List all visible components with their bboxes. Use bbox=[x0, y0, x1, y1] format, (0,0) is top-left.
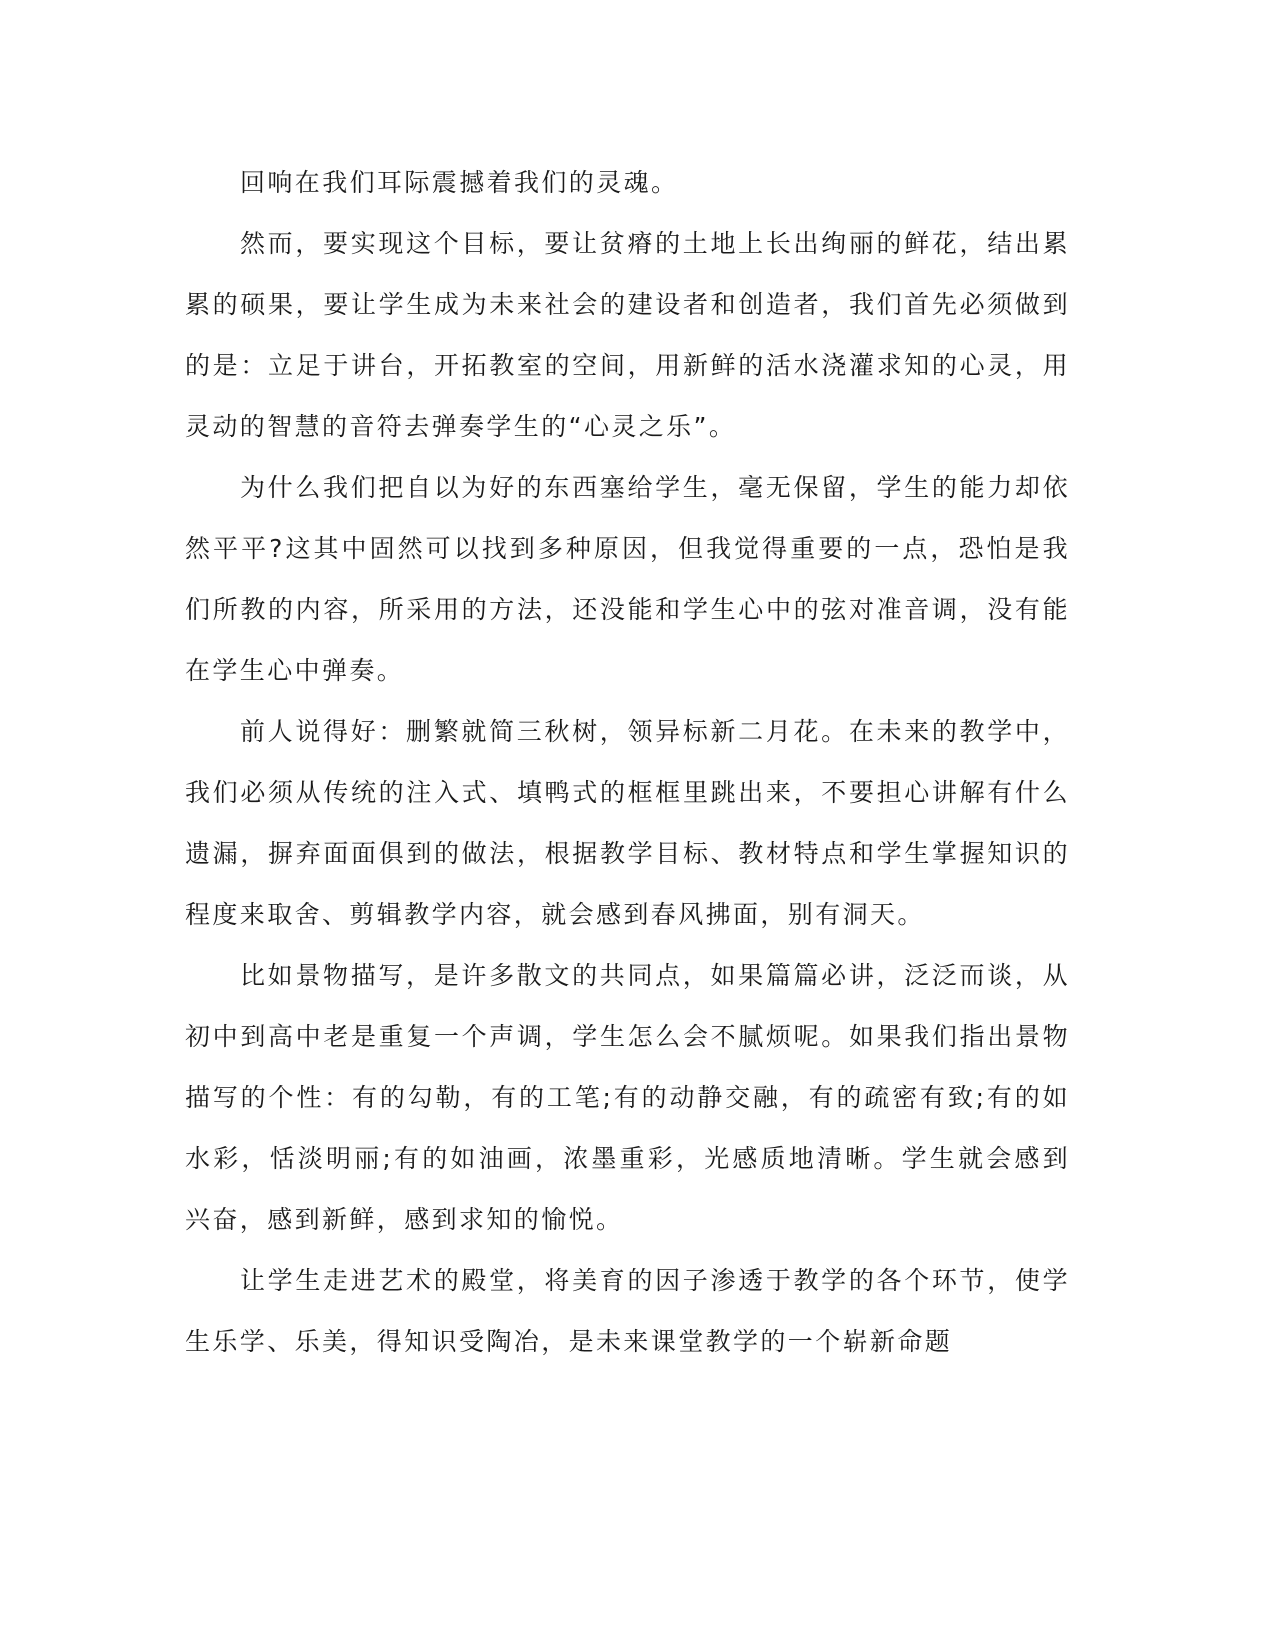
paragraph-4: 前人说得好：删繁就简三秋树，领异标新二月花。在未来的教学中，我们必须从传统的注入式、填鸭式的框框里跳出来，不要担心讲解有什么遗漏，摒弃面面俱到的做法，根据教学目标、教材特点和学生掌握知识的程度来取舍、剪辑教学内容，就会感到春风拂面，别有洞天。 bbox=[185, 717, 1070, 929]
paragraph-2: 然而，要实现这个目标，要让贫瘠的土地上长出绚丽的鲜花，结出累累的硕果，要让学生成为未来社会的建设者和创造者，我们首先必须做到的是：立足于讲台，开拓教室的空间，用新鲜的活水浇灌求知的心灵，用灵动的智慧的音符去弹奏学生的“心灵之乐”。 bbox=[185, 229, 1070, 441]
paragraph-6: 让学生走进艺术的殿堂，将美育的因子渗透于教学的各个环节，使学生乐学、乐美，得知识受陶冶，是未来课堂教学的一个崭新命题 bbox=[185, 1266, 1070, 1356]
paragraph-3: 为什么我们把自以为好的东西塞给学生，毫无保留，学生的能力却依然平平?这其中固然可以找到多种原因，但我觉得重要的一点，恐怕是我们所教的内容，所采用的方法，还没能和学生心中的弦对准音调，没有能在学生心中弹奏。 bbox=[185, 473, 1070, 685]
paragraph-1: 回响在我们耳际震撼着我们的灵魂。 bbox=[240, 168, 679, 197]
paragraph-5: 比如景物描写，是许多散文的共同点，如果篇篇必讲，泛泛而谈，从初中到高中老是重复一个声调，学生怎么会不腻烦呢。如果我们指出景物描写的个性：有的勾勒，有的工笔;有的动静交融，有的疏密有致;有的如水彩，恬淡明丽;有的如油画，浓墨重彩，光感质地清晰。学生就会感到兴奋，感到新鲜，感到求知的愉悦。 bbox=[185, 961, 1070, 1234]
document-body bbox=[185, 152, 1070, 1372]
